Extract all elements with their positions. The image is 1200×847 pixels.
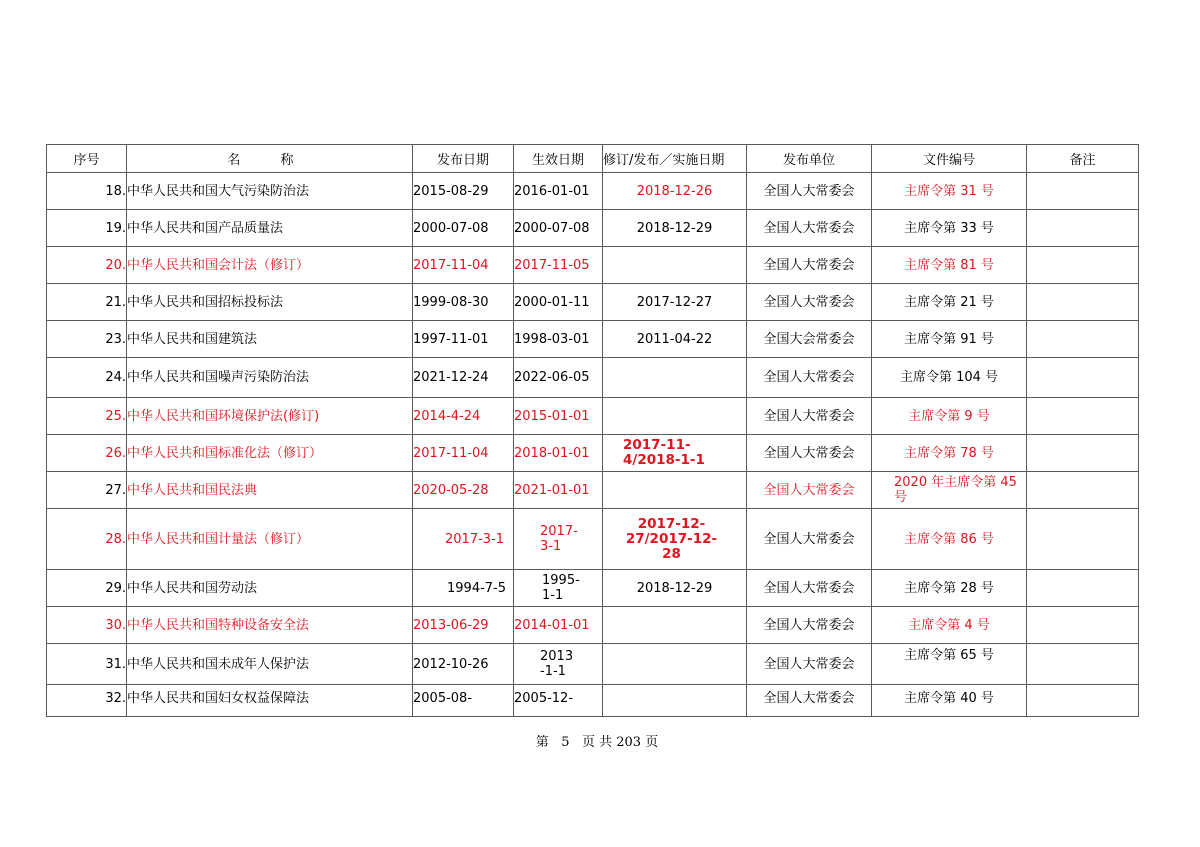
cell-effective-date: 2016-01-01 [514, 173, 603, 210]
cell-issue-date: 2015-08-29 [413, 173, 514, 210]
cell-seq: 32. [47, 685, 127, 717]
cell-name: 中华人民共和国计量法（修订） [127, 509, 413, 570]
cell-issue-date: 2017-11-04 [413, 247, 514, 284]
header-seq: 序号 [47, 145, 127, 173]
cell-revised-date [603, 358, 747, 398]
cell-issuer: 全国人大常委会 [747, 472, 872, 509]
cell-seq: 29. [47, 570, 127, 607]
cell-note [1027, 570, 1139, 607]
table-row [47, 685, 1139, 717]
cell-revised-date: 2018-12-29 [603, 570, 747, 607]
cell-name: 中华人民共和国标准化法（修订） [127, 435, 413, 472]
cell-issue-date: 2017-3-1 [413, 509, 514, 570]
cell-seq: 24. [47, 358, 127, 398]
cell-seq: 20. [47, 247, 127, 284]
cell-name: 中华人民共和国产品质量法 [127, 210, 413, 247]
page-middle: 页 共 [581, 735, 613, 750]
cell-issuer: 全国人大常委会 [747, 509, 872, 570]
cell-issue-date: 1999-08-30 [413, 284, 514, 321]
header-note: 备注 [1027, 145, 1139, 173]
cell-seq: 27. [47, 472, 127, 509]
cell-name: 中华人民共和国招标投标法 [127, 284, 413, 321]
page-total: 203 [616, 735, 642, 750]
cell-doc-no: 主席令第 104 号 [872, 358, 1027, 398]
cell-effective-date: 2015-01-01 [514, 398, 603, 435]
cell-doc-no: 主席令第 21 号 [872, 284, 1027, 321]
cell-note [1027, 358, 1139, 398]
cell-issue-date: 2013-06-29 [413, 607, 514, 644]
table-row [47, 284, 1139, 321]
cell-seq: 25. [47, 398, 127, 435]
cell-seq: 23. [47, 321, 127, 358]
cell-note [1027, 247, 1139, 284]
table-row [47, 247, 1139, 284]
cell-issue-date: 2021-12-24 [413, 358, 514, 398]
table-row [47, 210, 1139, 247]
cell-doc-no: 主席令第 28 号 [872, 570, 1027, 607]
cell-doc-no: 主席令第 78 号 [872, 435, 1027, 472]
cell-issue-date: 2017-11-04 [413, 435, 514, 472]
cell-issuer: 全国人大常委会 [747, 284, 872, 321]
table-row [47, 435, 1139, 472]
cell-note [1027, 607, 1139, 644]
header-issue-date: 发布日期 [413, 145, 514, 173]
table-header-row [47, 145, 1139, 173]
cell-revised-date [603, 472, 747, 509]
cell-issuer: 全国大会常委会 [747, 321, 872, 358]
cell-name: 中华人民共和国特种设备安全法 [127, 607, 413, 644]
cell-doc-no: 主席令第 65 号 [872, 644, 1027, 685]
cell-issue-date: 2014-4-24 [413, 398, 514, 435]
cell-name: 中华人民共和国大气污染防治法 [127, 173, 413, 210]
cell-effective-date: 2017-11-05 [514, 247, 603, 284]
table-row [47, 173, 1139, 210]
cell-issuer: 全国人大常委会 [747, 247, 872, 284]
cell-seq: 28. [47, 509, 127, 570]
cell-name: 中华人民共和国环境保护法(修订) [127, 398, 413, 435]
cell-revised-date: 2017-11-4/2018-1-1 [603, 435, 747, 472]
cell-issuer: 全国人大常委会 [747, 173, 872, 210]
cell-issue-date: 2012-10-26 [413, 644, 514, 685]
cell-revised-date [603, 607, 747, 644]
cell-revised-date: 2017-12-27 [603, 284, 747, 321]
cell-note [1027, 398, 1139, 435]
cell-effective-date: 2022-06-05 [514, 358, 603, 398]
cell-issuer: 全国人大常委会 [747, 358, 872, 398]
cell-effective-date: 2017-3-1 [514, 509, 603, 570]
header-name [127, 145, 413, 173]
cell-doc-no: 主席令第 81 号 [872, 247, 1027, 284]
cell-doc-no: 主席令第 33 号 [872, 210, 1027, 247]
cell-issue-date: 1997-11-01 [413, 321, 514, 358]
cell-doc-no: 2020 年主席令第 45 号 [872, 472, 1027, 509]
cell-seq: 19. [47, 210, 127, 247]
cell-effective-date: 2021-01-01 [514, 472, 603, 509]
cell-effective-date: 2013-1-1 [514, 644, 603, 685]
cell-seq: 30. [47, 607, 127, 644]
cell-issuer: 全国人大常委会 [747, 607, 872, 644]
cell-revised-date: 2018-12-26 [603, 173, 747, 210]
page-footer [0, 731, 1194, 750]
cell-note [1027, 173, 1139, 210]
cell-note [1027, 321, 1139, 358]
cell-name: 中华人民共和国会计法（修订） [127, 247, 413, 284]
cell-doc-no: 主席令第 4 号 [872, 607, 1027, 644]
cell-note [1027, 644, 1139, 685]
cell-issuer: 全国人大常委会 [747, 644, 872, 685]
cell-issue-date: 2005-08- [413, 685, 514, 717]
header-effective-date: 生效日期 [514, 145, 603, 173]
cell-seq: 26. [47, 435, 127, 472]
table-row [47, 509, 1139, 570]
cell-seq: 21. [47, 284, 127, 321]
cell-name: 中华人民共和国劳动法 [127, 570, 413, 607]
cell-effective-date: 2005-12- [514, 685, 603, 717]
cell-effective-date: 2000-07-08 [514, 210, 603, 247]
cell-seq: 31. [47, 644, 127, 685]
page-suffix: 页 [645, 735, 659, 750]
cell-issue-date: 2020-05-28 [413, 472, 514, 509]
cell-doc-no: 主席令第 31 号 [872, 173, 1027, 210]
cell-doc-no: 主席令第 9 号 [872, 398, 1027, 435]
cell-doc-no: 主席令第 40 号 [872, 685, 1027, 717]
cell-effective-date: 2018-01-01 [514, 435, 603, 472]
cell-issue-date: 1994-7-5 [413, 570, 514, 607]
cell-name: 中华人民共和国未成年人保护法 [127, 644, 413, 685]
cell-issue-date: 2000-07-08 [413, 210, 514, 247]
cell-issuer: 全国人大常委会 [747, 570, 872, 607]
cell-effective-date: 2014-01-01 [514, 607, 603, 644]
header-issuer: 发布单位 [747, 145, 872, 173]
cell-effective-date: 1995-1-1 [514, 570, 603, 607]
table-row [47, 472, 1139, 509]
table-row [47, 644, 1139, 685]
cell-note [1027, 284, 1139, 321]
cell-revised-date: 2011-04-22 [603, 321, 747, 358]
cell-note [1027, 685, 1139, 717]
cell-name: 中华人民共和国民法典 [127, 472, 413, 509]
cell-note [1027, 509, 1139, 570]
header-doc-no: 文件编号 [872, 145, 1027, 173]
cell-revised-date [603, 247, 747, 284]
cell-doc-no: 主席令第 91 号 [872, 321, 1027, 358]
cell-issuer: 全国人大常委会 [747, 398, 872, 435]
cell-note [1027, 435, 1139, 472]
cell-name: 中华人民共和国妇女权益保障法 [127, 685, 413, 717]
cell-revised-date [603, 685, 747, 717]
page-prefix: 第 [535, 735, 549, 750]
cell-revised-date: 2017-12-27/2017-12-28 [603, 509, 747, 570]
cell-revised-date [603, 398, 747, 435]
cell-effective-date: 1998-03-01 [514, 321, 603, 358]
page-current: 5 [561, 735, 570, 750]
cell-issuer: 全国人大常委会 [747, 435, 872, 472]
table-row [47, 607, 1139, 644]
cell-revised-date [603, 644, 747, 685]
cell-name: 中华人民共和国噪声污染防治法 [127, 358, 413, 398]
cell-issuer: 全国人大常委会 [747, 685, 872, 717]
cell-note [1027, 472, 1139, 509]
table-row [47, 358, 1139, 398]
cell-name: 中华人民共和国建筑法 [127, 321, 413, 358]
cell-issuer: 全国人大常委会 [747, 210, 872, 247]
cell-doc-no: 主席令第 86 号 [872, 509, 1027, 570]
header-revised-date: 修订/发布／实施日期 [603, 145, 747, 173]
cell-revised-date: 2018-12-29 [603, 210, 747, 247]
cell-seq: 18. [47, 173, 127, 210]
table-row [47, 570, 1139, 607]
table-row [47, 321, 1139, 358]
header-name-label: 名 称 [227, 153, 312, 168]
cell-note [1027, 210, 1139, 247]
law-regulation-table [46, 144, 1139, 717]
cell-effective-date: 2000-01-11 [514, 284, 603, 321]
table-row [47, 398, 1139, 435]
